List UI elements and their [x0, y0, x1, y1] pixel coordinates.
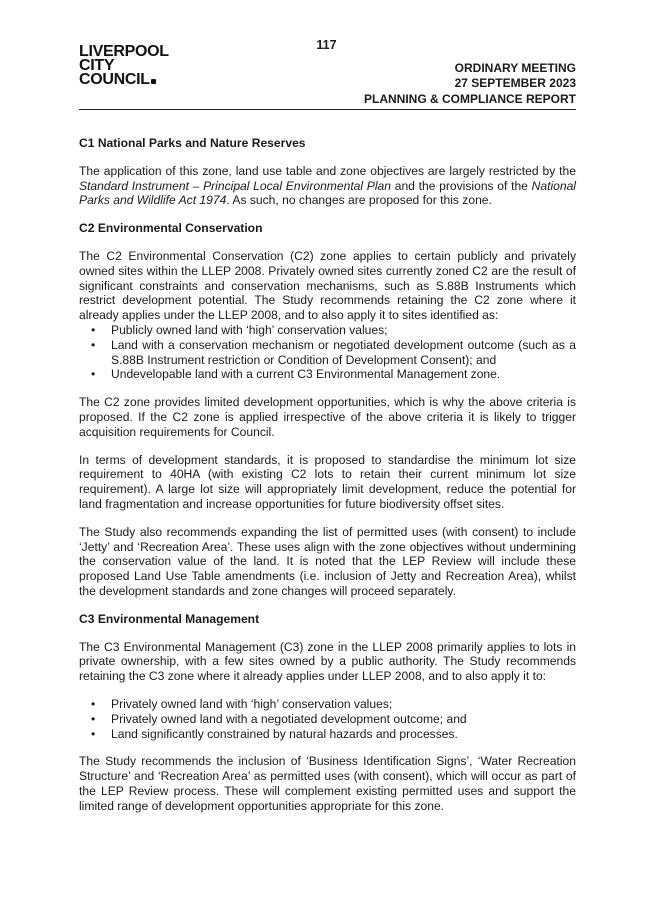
c2-criteria-list	[79, 323, 576, 382]
c3-paragraph-1: The C3 Environmental Management (C3) zone in the LLEP 2008 primarily applies to lots in private ownership, with a few sites owned by a public authority. The Study recommends retaining the C3 zone where it already applies under LLEP 2008, and to also apply it to:	[79, 639, 576, 684]
list-item: • Privately owned land with a negotiated development outcome; and	[79, 712, 576, 727]
council-logo	[79, 45, 169, 87]
list-item: • Publicly owned land with ‘high’ conservation values;	[79, 323, 576, 338]
page-number: 117	[316, 38, 337, 52]
logo-line-1: LIVERPOOL	[79, 43, 169, 60]
c1-standard-instrument-title: Standard Instrument – Principal Local Environmental Plan	[79, 178, 392, 193]
c1-paragraph	[79, 164, 576, 208]
c1-text-part: The application of this zone, land use table and zone objectives are largely restricted by the	[79, 163, 576, 178]
list-item: • Privately owned land with ‘high’ conservation values;	[79, 697, 576, 712]
logo-line-2: CITY	[79, 57, 115, 74]
c1-text-part: and the provisions of the	[391, 178, 532, 193]
c1-text-part: . As such, no changes are proposed for this zone.	[226, 193, 492, 208]
c2-paragraph-3: In terms of development standards, it is proposed to standardise the minimum lot size requirement to 40HA (with existing C2 lots to retain their current minimum lot size requirement). A large lot size will appropriately limit development, reduce the potential for land fragmentation and increase opportunities for future biodiversity offset sites.	[79, 452, 576, 511]
c2-paragraph-1: The C2 Environmental Conservation (C2) zone applies to certain publicly and privately owned sites within the LLEP 2008. Privately owned sites currently zoned C2 are the result of significant constraints and conservation mechanisms, such as S.88B Instruments which restrict development potential. The Study recommends retaining the C2 zone where it already applies under the LLEP 2008, and to also apply it to sites identified as:	[79, 248, 576, 323]
c3-paragraph-2: The Study recommends the inclusion of ‘Business Identification Signs’, ‘Water Recreation Structure’ and ‘Recreation Area’ as permitted uses (with consent), which will occur as part of the LEP Review process. These will complement existing permitted uses and support the limited range of development opportunities appropriate for this zone.	[79, 754, 576, 813]
c2-paragraph-2: The C2 zone provides limited development opportunities, which is why the above criteria is proposed. If the C2 zone is applied irrespective of the above criteria it is likely to trigger acquisition requirements for Council.	[79, 395, 576, 439]
meeting-info	[455, 61, 576, 91]
section-c2	[79, 221, 576, 599]
header-divider	[79, 109, 576, 110]
c2-paragraph-4: The Study also recommends expanding the list of permitted uses (with consent) to include ‘Jetty’ and ‘Recreation Area’. These uses align with the zone objectives without undermining the conservation value of the land. It is noted that the LEP Review will include these proposed Land Use Table amendments (i.e. inclusion of Jetty and Recreation Area), whilst the development standards and zone changes will proceed separately.	[79, 524, 576, 598]
meeting-date: 27 SEPTEMBER 2023	[454, 76, 576, 90]
list-item: • Land significantly constrained by natural hazards and processes.	[79, 727, 576, 742]
section-heading-c1: C1 National Parks and Nature Reserves	[79, 136, 306, 150]
report-body	[79, 136, 576, 826]
meeting-type: ORDINARY MEETING	[454, 61, 576, 75]
list-item: • Undevelopable land with a current C3 Environmental Management zone.	[79, 367, 576, 382]
c1-act-title: National Parks and Wildlife Act 1974	[79, 178, 576, 208]
list-item: • Land with a conservation mechanism or negotiated development outcome (such as a S.88B Instrument restriction or Condition of Development Consent); and	[79, 338, 576, 368]
report-title: PLANNING & COMPLIANCE REPORT	[363, 92, 576, 106]
c3-criteria-list	[79, 697, 576, 741]
logo-line-3: COUNCIL	[79, 71, 150, 88]
section-heading-c2: C2 Environmental Conservation	[79, 221, 263, 236]
section-heading-c3: C3 Environmental Management	[79, 611, 260, 626]
logo-mark-icon	[151, 79, 156, 84]
section-c3	[79, 612, 576, 814]
section-c1	[79, 136, 576, 208]
